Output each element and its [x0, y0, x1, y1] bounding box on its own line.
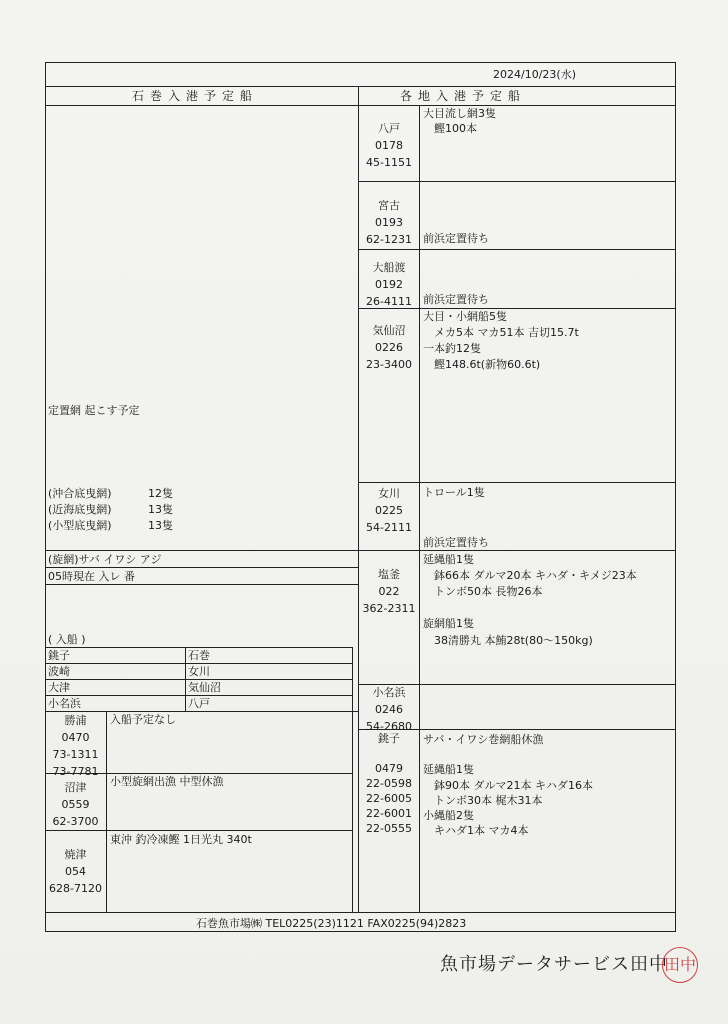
port-line: サバ・イワシ巻網船休漁	[423, 733, 544, 746]
trawl-count: 12隻	[148, 487, 173, 500]
port-miyako	[359, 197, 419, 248]
port-line: 38清勝丸 本鮪28t(80～150kg)	[423, 634, 593, 647]
port-note: 小型旋網出漁 中型休漁	[110, 775, 224, 788]
port-tel: 62-1231	[366, 233, 412, 246]
rule-left	[45, 550, 358, 551]
port-line: 旋網船1隻	[423, 617, 474, 630]
port-tel: 0470	[61, 731, 90, 744]
port-tel: 22-0555	[366, 822, 412, 835]
port-onahama	[359, 684, 419, 735]
port-name: 銚子	[378, 732, 400, 745]
port-tel: 0225	[375, 504, 403, 517]
rule-left-ports-right	[352, 711, 353, 912]
port-tel: 0246	[375, 703, 403, 716]
rule-nyusen-right	[352, 647, 353, 711]
port-tel: 45-1151	[366, 156, 412, 169]
port-name: 塩釜	[378, 568, 400, 581]
port-line: 鉢66本 ダルマ20本 キハダ・キメジ23本	[423, 569, 637, 582]
port-choshi	[359, 731, 419, 836]
port-line: 鉢90本 ダルマ21本 キハダ16本	[423, 779, 593, 792]
port-tel: 54-2680	[366, 720, 412, 733]
right-header: 各地入港予定船	[400, 89, 527, 103]
port-line: キハダ1本 マカ4本	[423, 824, 529, 837]
port-line: 前浜定置待ち	[423, 293, 489, 306]
port-onagawa	[359, 485, 419, 536]
port-name: 女川	[378, 487, 400, 500]
nyusen-port: 銚子	[48, 649, 70, 662]
port-name: 八戸	[378, 122, 400, 135]
port-tel: 73-1311	[52, 748, 99, 761]
port-tel: 62-3700	[52, 815, 99, 828]
port-hachinohe	[359, 120, 419, 171]
port-tel: 22-6001	[366, 807, 412, 820]
port-tel: 0479	[375, 762, 403, 775]
port-name: 気仙沼	[372, 324, 406, 337]
port-shiogama	[359, 566, 419, 617]
rule-footer	[45, 912, 676, 913]
makiami-title: (旋網)サバ イワシ アジ	[48, 553, 162, 566]
port-line: 延縄船1隻	[423, 763, 474, 776]
port-name: 沼津	[64, 781, 87, 794]
port-line: 延縄船1隻	[423, 553, 474, 566]
port-name: 焼津	[64, 848, 87, 861]
nyusen-port: 波崎	[48, 665, 70, 678]
rule-nyusen-divider	[185, 647, 186, 711]
port-line: トロール1隻	[423, 486, 485, 499]
port-tel: 26-4111	[366, 295, 412, 308]
port-tel: 0226	[375, 341, 403, 354]
rule-right	[358, 249, 676, 250]
port-tel: 362-2311	[362, 602, 416, 615]
report-date: 2024/10/23(水)	[493, 68, 576, 81]
rule-right-ports	[419, 105, 420, 912]
trawl-label: (沖合底曳網)	[48, 487, 112, 500]
nyusen-port: 小名浜	[48, 697, 81, 710]
port-numazu	[45, 779, 106, 830]
port-tel: 22-0598	[366, 777, 412, 790]
port-line: 鰹100本	[423, 122, 477, 135]
trawl-count: 13隻	[148, 503, 173, 516]
port-note: 入船予定なし	[110, 713, 176, 726]
port-kesennuma	[359, 322, 419, 373]
trawl-label: (近海底曳網)	[48, 503, 112, 516]
nyusen-port: 気仙沼	[188, 681, 221, 694]
footer-contact: 石巻魚市場㈱ TEL0225(23)1121 FAX0225(94)2823	[196, 917, 467, 930]
port-tel: 73-7781	[52, 765, 99, 778]
port-ofunato	[359, 259, 419, 310]
nyusen-port: 大津	[48, 681, 70, 694]
nyusen-port: 八戸	[188, 697, 210, 710]
rule-left	[45, 584, 358, 585]
rule-left	[45, 567, 358, 568]
port-tel: 22-6005	[366, 792, 412, 805]
port-tel: 628-7120	[49, 882, 102, 895]
trawl-label: (小型底曳網)	[48, 519, 112, 532]
port-line: トンボ50本 長物26本	[423, 585, 543, 598]
port-line: 一本釣12隻	[423, 342, 481, 355]
nyusen-port: 女川	[188, 665, 210, 678]
rule-nyusen	[45, 663, 352, 664]
port-tel: 54-2111	[366, 521, 412, 534]
port-tel: 0192	[375, 278, 403, 291]
port-tel: 0178	[375, 139, 403, 152]
rule-right	[358, 181, 676, 182]
makiami-status: 05時現在 入レ 番	[48, 570, 135, 583]
port-tel: 0559	[61, 798, 90, 811]
port-line: 前浜定置待ち	[423, 232, 489, 245]
seal-stamp: 田中	[662, 947, 698, 983]
rule-nyusen	[45, 679, 352, 680]
port-line: 大目・小網船5隻	[423, 310, 507, 323]
port-yaizu	[45, 846, 106, 897]
rule-nyusen	[45, 695, 352, 696]
port-line: 鰹148.6t(新物60.6t)	[423, 358, 541, 371]
port-name: 大船渡	[372, 261, 406, 274]
port-line: トンボ30本 梶木31本	[423, 794, 543, 807]
port-name: 小名浜	[372, 686, 406, 699]
port-line: 前浜定置待ち	[423, 536, 489, 549]
port-tel: 054	[65, 865, 86, 878]
port-note: 東沖 釣冷凍鰹 1日光丸 340t	[110, 833, 252, 846]
rule-nyusen	[45, 647, 352, 648]
signature: 魚市場データサービス田中	[440, 954, 668, 975]
trawl-count: 13隻	[148, 519, 173, 532]
port-katsuura	[45, 712, 106, 780]
nyusen-title: ( 入船 )	[48, 633, 86, 646]
rule-right	[358, 550, 676, 551]
port-line: 小縄船2隻	[423, 809, 474, 822]
rule-left-ports	[106, 711, 107, 912]
rule-header	[45, 105, 676, 106]
port-tel: 23-3400	[366, 358, 412, 371]
spacer	[359, 746, 419, 761]
nyusen-port: 石巻	[188, 649, 210, 662]
port-tel: 022	[378, 585, 400, 598]
port-tel: 0193	[375, 216, 403, 229]
rule-date	[45, 86, 676, 87]
port-line: メカ5本 マカ51本 吉切15.7t	[423, 326, 579, 339]
port-line: 大目流し網3隻	[423, 107, 496, 120]
port-name: 勝浦	[64, 714, 87, 727]
port-name: 宮古	[378, 199, 400, 212]
rule-left-ports	[45, 830, 352, 831]
left-header: 石巻入港予定船	[132, 89, 259, 103]
rule-right	[358, 482, 676, 483]
teichi-note: 定置網 起こす予定	[48, 404, 140, 417]
